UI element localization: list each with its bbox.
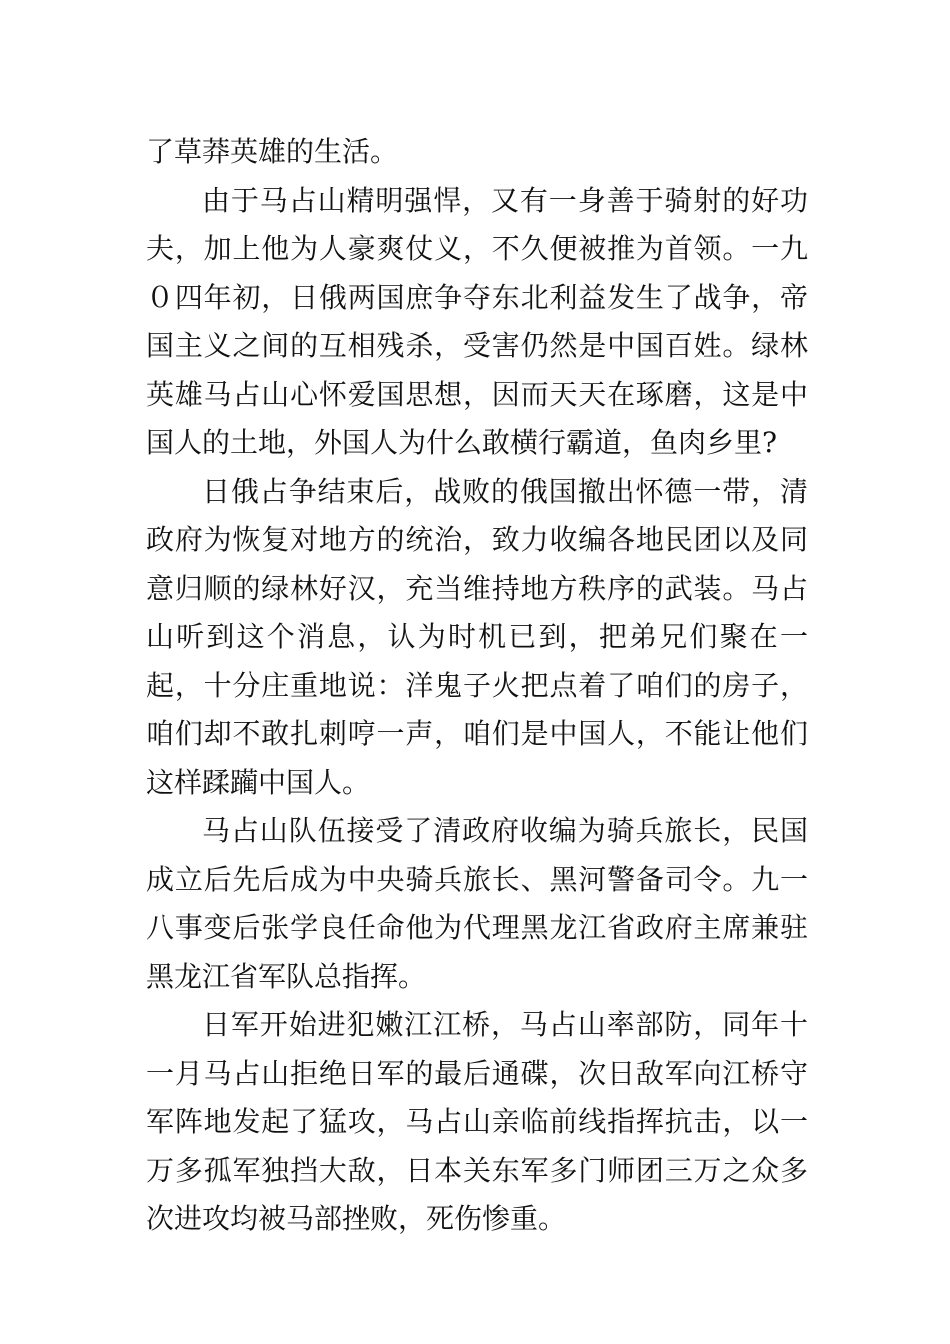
- paragraph: 由于马占山精明强悍，又有一身善于骑射的好功夫，加上他为人豪爽仗义，不久便被推为首领。一九０四年初，日俄两国庶争夺东北利益发生了战争，帝国主义之间的互相残杀，受害仍然是中国百姓。绿林英雄马占山心怀爱国思想，因而天天在琢磨，这是中国人的土地，外国人为什么敢横行霸道，鱼肉乡里?: [146, 183, 808, 459]
- paragraph: 日军开始进犯嫩江江桥，马占山率部防，同年十一月马占山拒绝日军的最后通碟，次日敌军向江桥守军阵地发起了猛攻，马占山亲临前线指挥抗击，以一万多孤军独挡大敌，日本关东军多门师团三万之众多次进攻均被马部挫败，死伤惨重。: [146, 1008, 808, 1235]
- paragraph-continuation: 了草莽英雄的生活。: [146, 135, 399, 168]
- paragraph: 日俄占争结束后，战败的俄国撤出怀德一带，清政府为恢复对地方的统治，致力收编各地民团以及同意归顺的绿林好汉，充当维持地方秩序的武装。马占山听到这个消息，认为时机已到，把弟兄们聚在一起，十分庄重地说：洋鬼子火把点着了咱们的房子，咱们却不敢扎刺哼一声，咱们是中国人，不能让他们这样蹂躏中国人。: [146, 474, 808, 799]
- paragraph: 马占山队伍接受了清政府收编为骑兵旅长，民国成立后先后成为中央骑兵旅长、黑河警备司令。九一八事变后张学良任命他为代理黑龙江省政府主席兼驻黑龙江省军队总指挥。: [146, 814, 808, 993]
- body-text: [146, 128, 808, 1244]
